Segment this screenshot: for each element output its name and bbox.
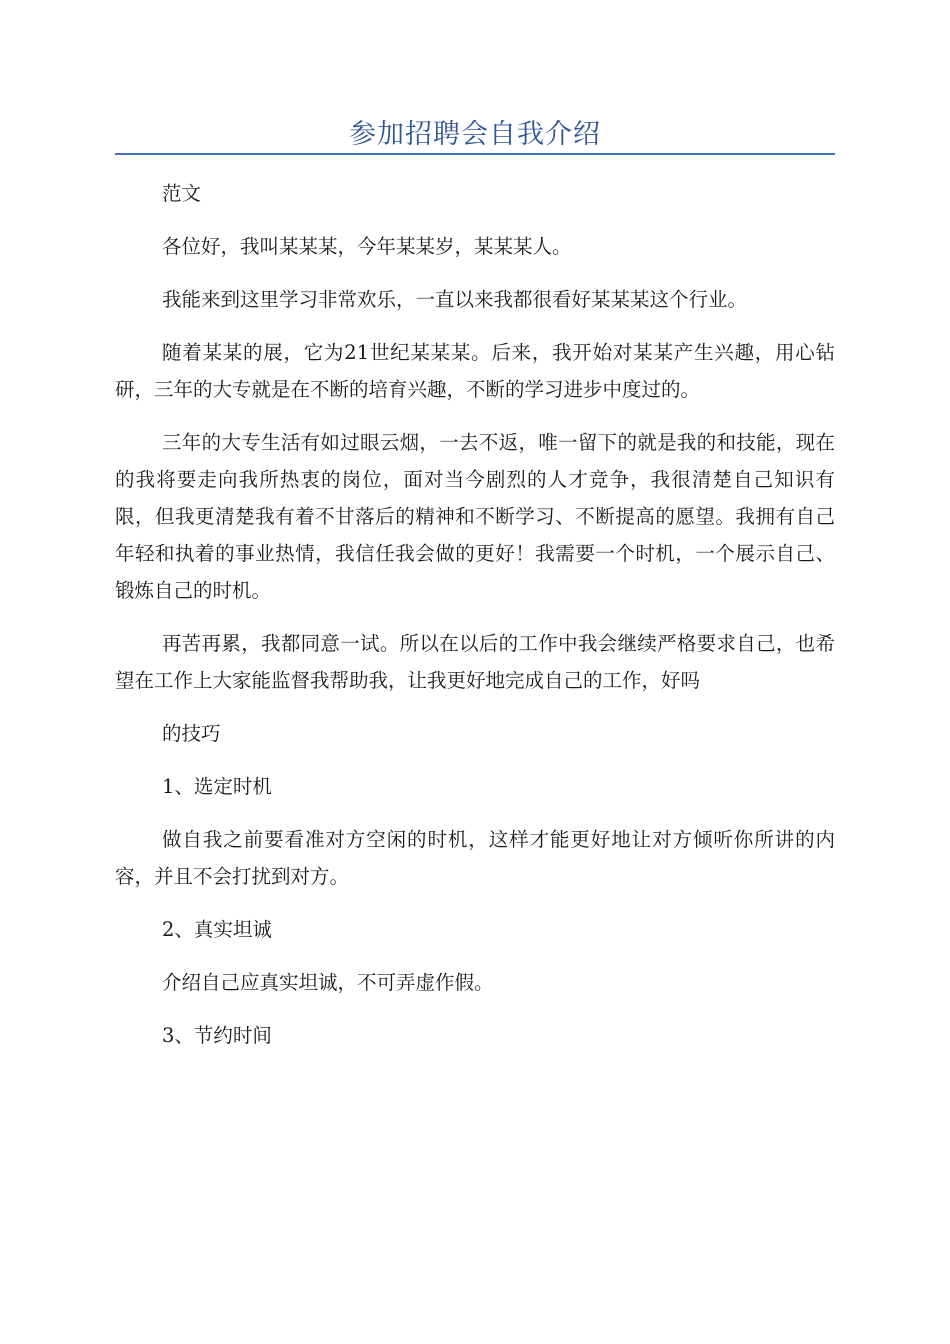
tip-2-body: 介绍自己应真实坦诚，不可弄虚作假。 — [162, 971, 494, 994]
document-body — [115, 175, 835, 1070]
paragraph-college-life: 三年的大专生活有如过眼云烟，一去不返，唯一留下的就是我的和技能，现在的我将要走向我所热衷的岗位，面对当今剧烈的人才竞争，我很清楚自己知识有限，但我更清楚我有着不甘落后的精神和不断学习、不断提高的愿望。我拥有自己年轻和执着的事业热情，我信任我会做的更好！我需要一个时机，一个展示自己、锻炼自己的时机。 — [115, 431, 835, 602]
paragraph-intro: 我能来到这里学习非常欢乐，一直以来我都很看好某某某这个行业。 — [162, 288, 748, 311]
paragraph-commitment: 再苦再累，我都同意一试。所以在以后的工作中我会继续严格要求自己，也希望在工作上大家能监督我帮助我，让我更好地完成自己的工作，好吗 — [115, 632, 835, 692]
paragraph-greeting: 各位好，我叫某某某，今年某某岁，某某某人。 — [162, 235, 572, 258]
tip-3-heading: 3、节约时间 — [162, 1024, 272, 1047]
heading-tips: 的技巧 — [162, 722, 221, 745]
title-underline — [115, 153, 835, 155]
document-title: 参加招聘会自我介绍 — [349, 119, 601, 150]
tip-2-heading: 2、真实坦诚 — [162, 918, 272, 941]
tip-1-body: 做自我之前要看准对方空闲的时机，这样才能更好地让对方倾听你所讲的内容，并且不会打扰到对方。 — [115, 828, 835, 888]
tip-1-heading: 1、选定时机 — [162, 775, 272, 798]
paragraph-background: 随着某某的展，它为21世纪某某某。后来，我开始对某某产生兴趣，用心钻研，三年的大专就是在不断的培育兴趣，不断的学习进步中度过的。 — [115, 341, 835, 401]
paragraph-sample-label: 范文 — [162, 182, 202, 205]
